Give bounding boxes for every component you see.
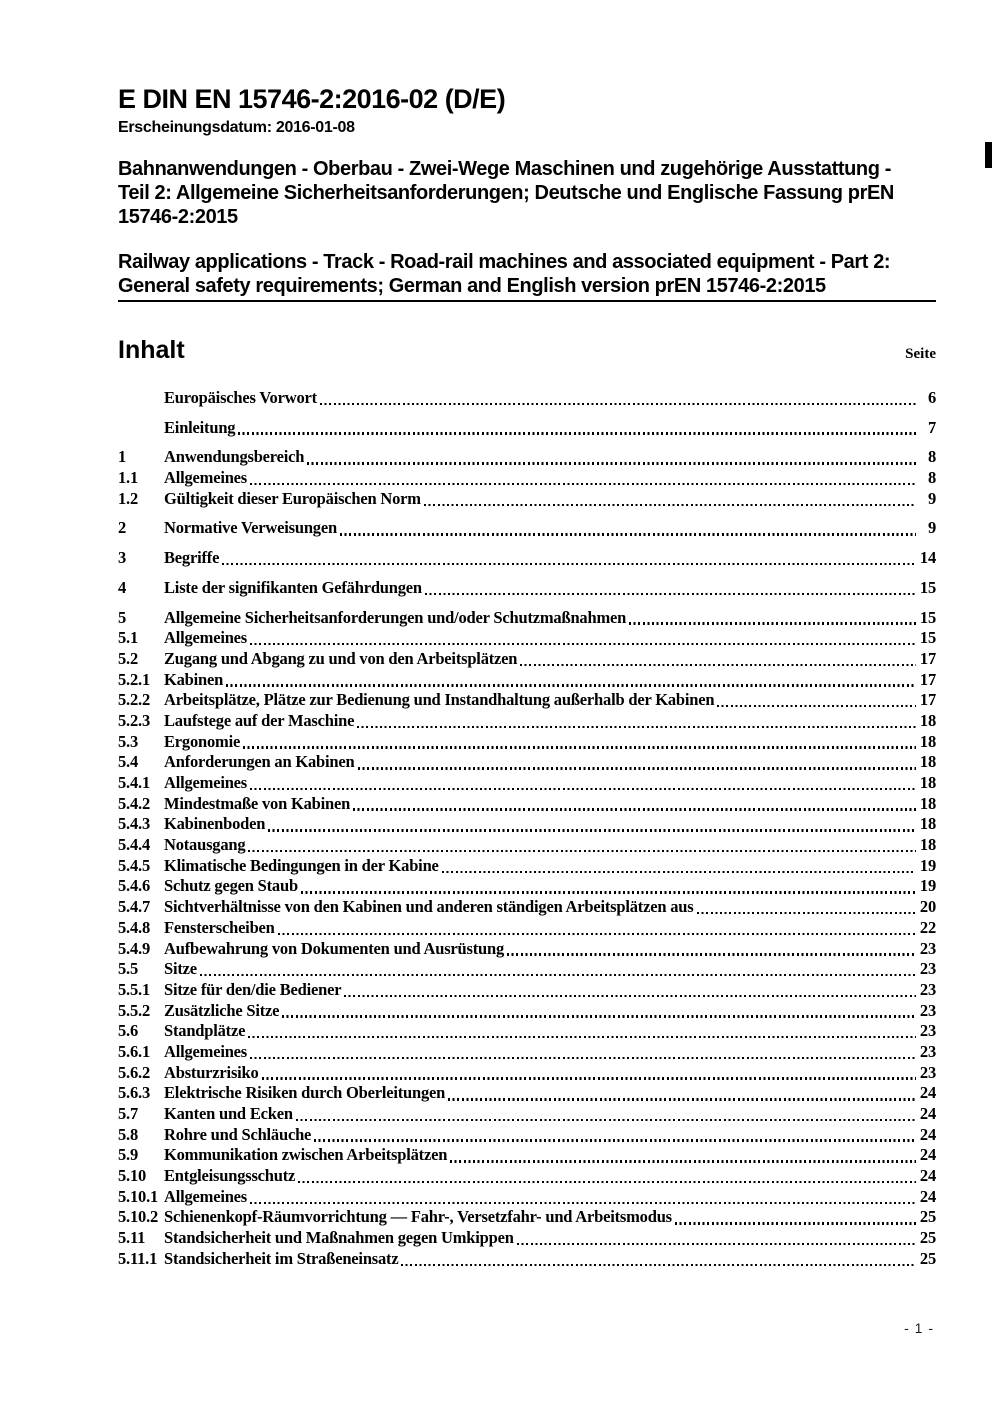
toc-entry-page: 18 [919,731,936,751]
contents-heading: Inhalt [118,336,185,364]
toc-leader-dots [358,767,917,769]
toc-entry-number: 5.3 [118,731,139,751]
toc-entry [118,1083,936,1104]
toc-entry-number: 5.10 [118,1166,147,1186]
toc-entry [118,388,936,409]
toc-entry [118,548,936,569]
toc-entry-number: 1.1 [118,468,139,488]
toc-entry-number: 5.2.3 [118,710,151,730]
toc-entry-page: 24 [919,1124,936,1144]
publication-date: Erscheinungsdatum: 2016-01-08 [118,119,355,136]
toc-leader-dots [717,705,916,707]
toc-entry-title: Europäisches Vorwort [164,388,317,407]
toc-entry-number: 5.1 [118,628,139,648]
toc-leader-dots [278,933,916,935]
toc-entry [118,578,936,599]
toc-entry-title: Anforderungen an Kabinen [164,752,355,772]
toc-entry-page: 23 [919,1021,936,1041]
toc-entry-title: Elektrische Risiken durch Oberleitungen [164,1083,446,1103]
toc-entry-number: 3 [118,548,127,568]
toc-leader-dots [340,533,916,535]
toc-entry [118,1187,936,1208]
toc-leader-dots [243,746,916,748]
toc-entry-title: Rohre und Schläuche [164,1124,312,1144]
toc-entry [118,447,936,468]
toc-entry-title: Kabinenboden [164,814,266,834]
toc-entry [118,918,936,939]
toc-entry-title: Klimatische Bedingungen in der Kabine [164,855,439,875]
toc-entry-title: Anwendungsbereich [164,447,305,467]
toc-entry-page: 19 [919,876,936,896]
toc-leader-dots [248,1036,916,1038]
toc-leader-dots [357,726,916,728]
toc-entry [118,856,936,877]
toc-leader-dots [517,1243,916,1245]
toc-leader-dots [226,684,916,686]
toc-entry-number: 5.4.6 [118,876,151,896]
toc-entry-number: 5.4.3 [118,814,151,834]
toc-leader-dots [222,563,916,565]
toc-entry-page: 25 [919,1248,936,1268]
toc-entry-title: Kanten und Ecken [164,1104,293,1123]
toc-leader-dots [250,483,916,485]
toc-entry-number: 5.4.4 [118,835,151,855]
toc-entry-number: 5.4 [118,752,139,772]
toc-entry [118,959,936,980]
toc-leader-dots [314,1139,916,1141]
toc-leader-dots [629,622,916,624]
toc-entry-number: 5.6.1 [118,1041,151,1061]
toc-entry [118,711,936,732]
toc-leader-dots [450,1160,916,1162]
toc-entry-page: 6 [927,388,936,407]
title-english: Railway applications - Track - Road-rail machines and associated equipment - Part 2: General safety requirements; German and English version prEN 15746-2:2015 [118,250,936,302]
toc-entry-page: 24 [919,1083,936,1103]
toc-leader-dots [301,891,916,893]
toc-list [118,388,936,1270]
toc-entry-page: 9 [927,518,936,538]
toc-leader-dots [675,1222,916,1224]
toc-entry-title: Ergonomie [164,731,241,751]
toc-entry-number: 5.2.2 [118,690,151,710]
toc-entry [118,773,936,794]
toc-entry-title: Schienenkopf-Räumvorrichtung — Fahr-, Versetzfahr- und Arbeitsmodus [164,1207,672,1227]
toc-entry-number: 5.9 [118,1145,139,1165]
toc-entry-title: Schutz gegen Staub [164,876,298,896]
toc-entry [118,1207,936,1228]
toc-entry-number: 5.4.9 [118,938,151,958]
toc-entry-title: Allgemeines [164,1041,248,1061]
toc-entry-number: 5.5.1 [118,979,151,999]
toc-entry [118,814,936,835]
toc-entry [118,1104,936,1125]
toc-entry-page: 25 [919,1207,936,1227]
toc-entry-number: 1 [118,447,127,467]
toc-entry-page: 24 [919,1145,936,1165]
toc-entry-title: Zugang und Abgang zu und von den Arbeitsplätzen [164,648,518,668]
toc-entry-number: 5.6.2 [118,1062,151,1082]
toc-entry [118,1145,936,1166]
toc-entry [118,1228,936,1249]
toc-leader-dots [250,1202,916,1204]
toc-entry-number: 5.5.2 [118,1000,151,1020]
toc-leader-dots [425,593,916,595]
toc-entry [118,732,936,753]
toc-leader-dots [200,974,916,976]
toc-leader-dots [268,829,916,831]
toc-entry [118,1166,936,1187]
toc-entry-page: 18 [919,752,936,772]
toc-entry-number: 5.7 [118,1104,139,1123]
toc-entry-page: 17 [919,648,936,668]
toc-entry-title: Sitze für den/die Bediener [164,979,342,999]
toc-entry-page: 23 [919,959,936,979]
toc-entry-page: 25 [919,1228,936,1248]
page-number-indicator: - 1 - [904,1320,934,1336]
toc-entry-number: 5 [118,607,127,627]
toc-entry [118,608,936,629]
toc-entry-title: Kabinen [164,669,224,689]
toc-leader-dots [697,912,917,914]
toc-leader-dots [298,1181,916,1183]
toc-entry [118,690,936,711]
toc-entry-page: 18 [919,814,936,834]
toc-entry-number: 5.2 [118,648,139,668]
toc-entry-title: Einleitung [164,417,236,437]
toc-entry-page: 17 [919,669,936,689]
toc-entry-number: 5.4.5 [118,855,151,875]
toc-entry [118,1249,936,1270]
toc-entry-title: Mindestmaße von Kabinen [164,793,351,813]
toc-leader-dots [238,432,916,434]
toc-leader-dots [282,1015,916,1017]
toc-entry-title: Fensterscheiben [164,917,275,937]
toc-entry-number: 5.11 [118,1228,146,1248]
toc-entry-number: 4 [118,577,127,597]
toc-entry-page: 18 [919,773,936,792]
toc-entry [118,1125,936,1146]
toc-entry-title: Sichtverhältnisse von den Kabinen und anderen ständigen Arbeitsplätzen aus [164,897,694,917]
toc-entry-title: Begriffe [164,548,220,568]
toc-entry-page: 14 [919,548,936,568]
toc-entry-title: Gültigkeit dieser Europäischen Norm [164,488,421,508]
toc-entry [118,468,936,489]
toc-entry-title: Allgemeines [164,628,248,648]
toc-entry-title: Laufstege auf der Maschine [164,710,355,730]
toc-entry-title: Allgemeines [164,1186,248,1206]
toc-leader-dots [344,995,916,997]
toc-entry-page: 24 [919,1186,936,1206]
toc-entry [118,752,936,773]
toc-leader-dots [262,1077,916,1079]
toc-entry-number: 5.6 [118,1021,139,1041]
toc-entry-page: 24 [919,1166,936,1186]
toc-entry [118,1042,936,1063]
toc-entry-title: Standplätze [164,1021,246,1041]
toc-entry-page: 23 [919,1000,936,1020]
din-margin-bar [985,142,992,168]
toc-entry-page: 23 [919,938,936,958]
toc-entry-title: Zusätzliche Sitze [164,1000,280,1020]
toc-entry-page: 8 [927,468,936,488]
toc-entry-title: Allgemeines [164,773,248,792]
toc-entry [118,489,936,510]
toc-entry-number: 5.8 [118,1124,139,1144]
toc-entry-page: 23 [919,979,936,999]
toc-entry [118,628,936,649]
contents-header [118,336,936,365]
toc-leader-dots [448,1098,916,1100]
toc-entry-title: Aufbewahrung von Dokumenten und Ausrüstung [164,938,505,958]
toc-entry-page: 18 [919,793,936,813]
toc-entry-title: Sitze [164,959,197,979]
toc-entry-page: 7 [927,417,936,437]
toc-entry-number: 5.2.1 [118,669,151,689]
toc-entry-number: 5.4.8 [118,917,151,937]
toc-entry-number: 5.10.1 [118,1186,159,1206]
contents-page-label: Seite [905,346,936,362]
toc-leader-dots [442,871,916,873]
toc-leader-dots [250,643,916,645]
toc-entry-number: 5.4.2 [118,793,151,813]
toc-entry [118,835,936,856]
toc-entry [118,1001,936,1022]
toc-entry-number: 5.5 [118,959,139,979]
toc-leader-dots [401,1264,916,1266]
toc-entry-number: 1.2 [118,488,139,508]
title-german: Bahnanwendungen - Oberbau - Zwei-Wege Maschinen und zugehörige Ausstattung - Teil 2: Allgemeine Sicherheitsanforderungen; Deutsche und Englische Fassung prEN 15746-2:2015 [118,158,894,228]
toc-entry-page: 8 [927,447,936,467]
toc-leader-dots [353,808,916,810]
toc-entry [118,1063,936,1084]
toc-entry [118,876,936,897]
toc-entry [118,670,936,691]
toc-leader-dots [507,953,916,955]
toc-entry-title: Absturzrisiko [164,1062,259,1082]
toc-entry-page: 20 [919,897,936,917]
toc-entry-page: 18 [919,835,936,855]
toc-entry [118,897,936,918]
toc-entry-title: Liste der signifikanten Gefährdungen [164,577,422,597]
toc-entry-number: 5.4.7 [118,897,151,917]
toc-entry-page: 23 [919,1041,936,1061]
toc-entry [118,418,936,439]
toc-entry-page: 24 [919,1104,936,1123]
toc-entry-title: Arbeitsplätze, Plätze zur Bedienung und Instandhaltung außerhalb der Kabinen [164,690,715,710]
toc-entry-page: 18 [919,710,936,730]
toc-entry-title: Notausgang [164,835,246,855]
toc-entry-number: 5.4.1 [118,773,151,792]
toc-entry [118,939,936,960]
toc-entry-number: 5.6.3 [118,1083,151,1103]
toc-entry-page: 15 [919,628,936,648]
toc-leader-dots [250,788,916,790]
toc-entry-number: 5.10.2 [118,1207,159,1227]
toc-leader-dots [296,1119,916,1121]
document-number: E DIN EN 15746-2:2016-02 (D/E) [118,84,506,114]
toc-entry-title: Entgleisungsschutz [164,1166,296,1186]
toc-entry-page: 19 [919,855,936,875]
toc-entry-page: 9 [927,488,936,508]
toc-entry [118,649,936,670]
toc-entry-title: Allgemeines [164,468,248,488]
toc-entry-title: Standsicherheit im Straßeneinsatz [164,1248,399,1268]
toc-entry-page: 22 [919,917,936,937]
toc-entry-page: 15 [919,577,936,597]
toc-leader-dots [320,403,916,405]
toc-entry [118,1021,936,1042]
toc-entry [118,518,936,539]
toc-entry-number: 5.11.1 [118,1248,158,1268]
toc-leader-dots [307,462,916,464]
toc-entry-title: Kommunikation zwischen Arbeitsplätzen [164,1145,448,1165]
toc-leader-dots [424,504,916,506]
toc-entry-page: 23 [919,1062,936,1082]
toc-entry-number: 2 [118,518,127,538]
toc-leader-dots [520,664,916,666]
toc-entry-page: 15 [919,607,936,627]
toc-entry-page: 17 [919,690,936,710]
toc-entry [118,794,936,815]
toc-leader-dots [248,850,916,852]
toc-leader-dots [250,1057,916,1059]
toc-entry-title: Standsicherheit und Maßnahmen gegen Umkippen [164,1228,514,1248]
toc-entry [118,980,936,1001]
toc-entry-title: Normative Verweisungen [164,518,337,538]
toc-entry-title: Allgemeine Sicherheitsanforderungen und/oder Schutzmaßnahmen [164,607,627,627]
